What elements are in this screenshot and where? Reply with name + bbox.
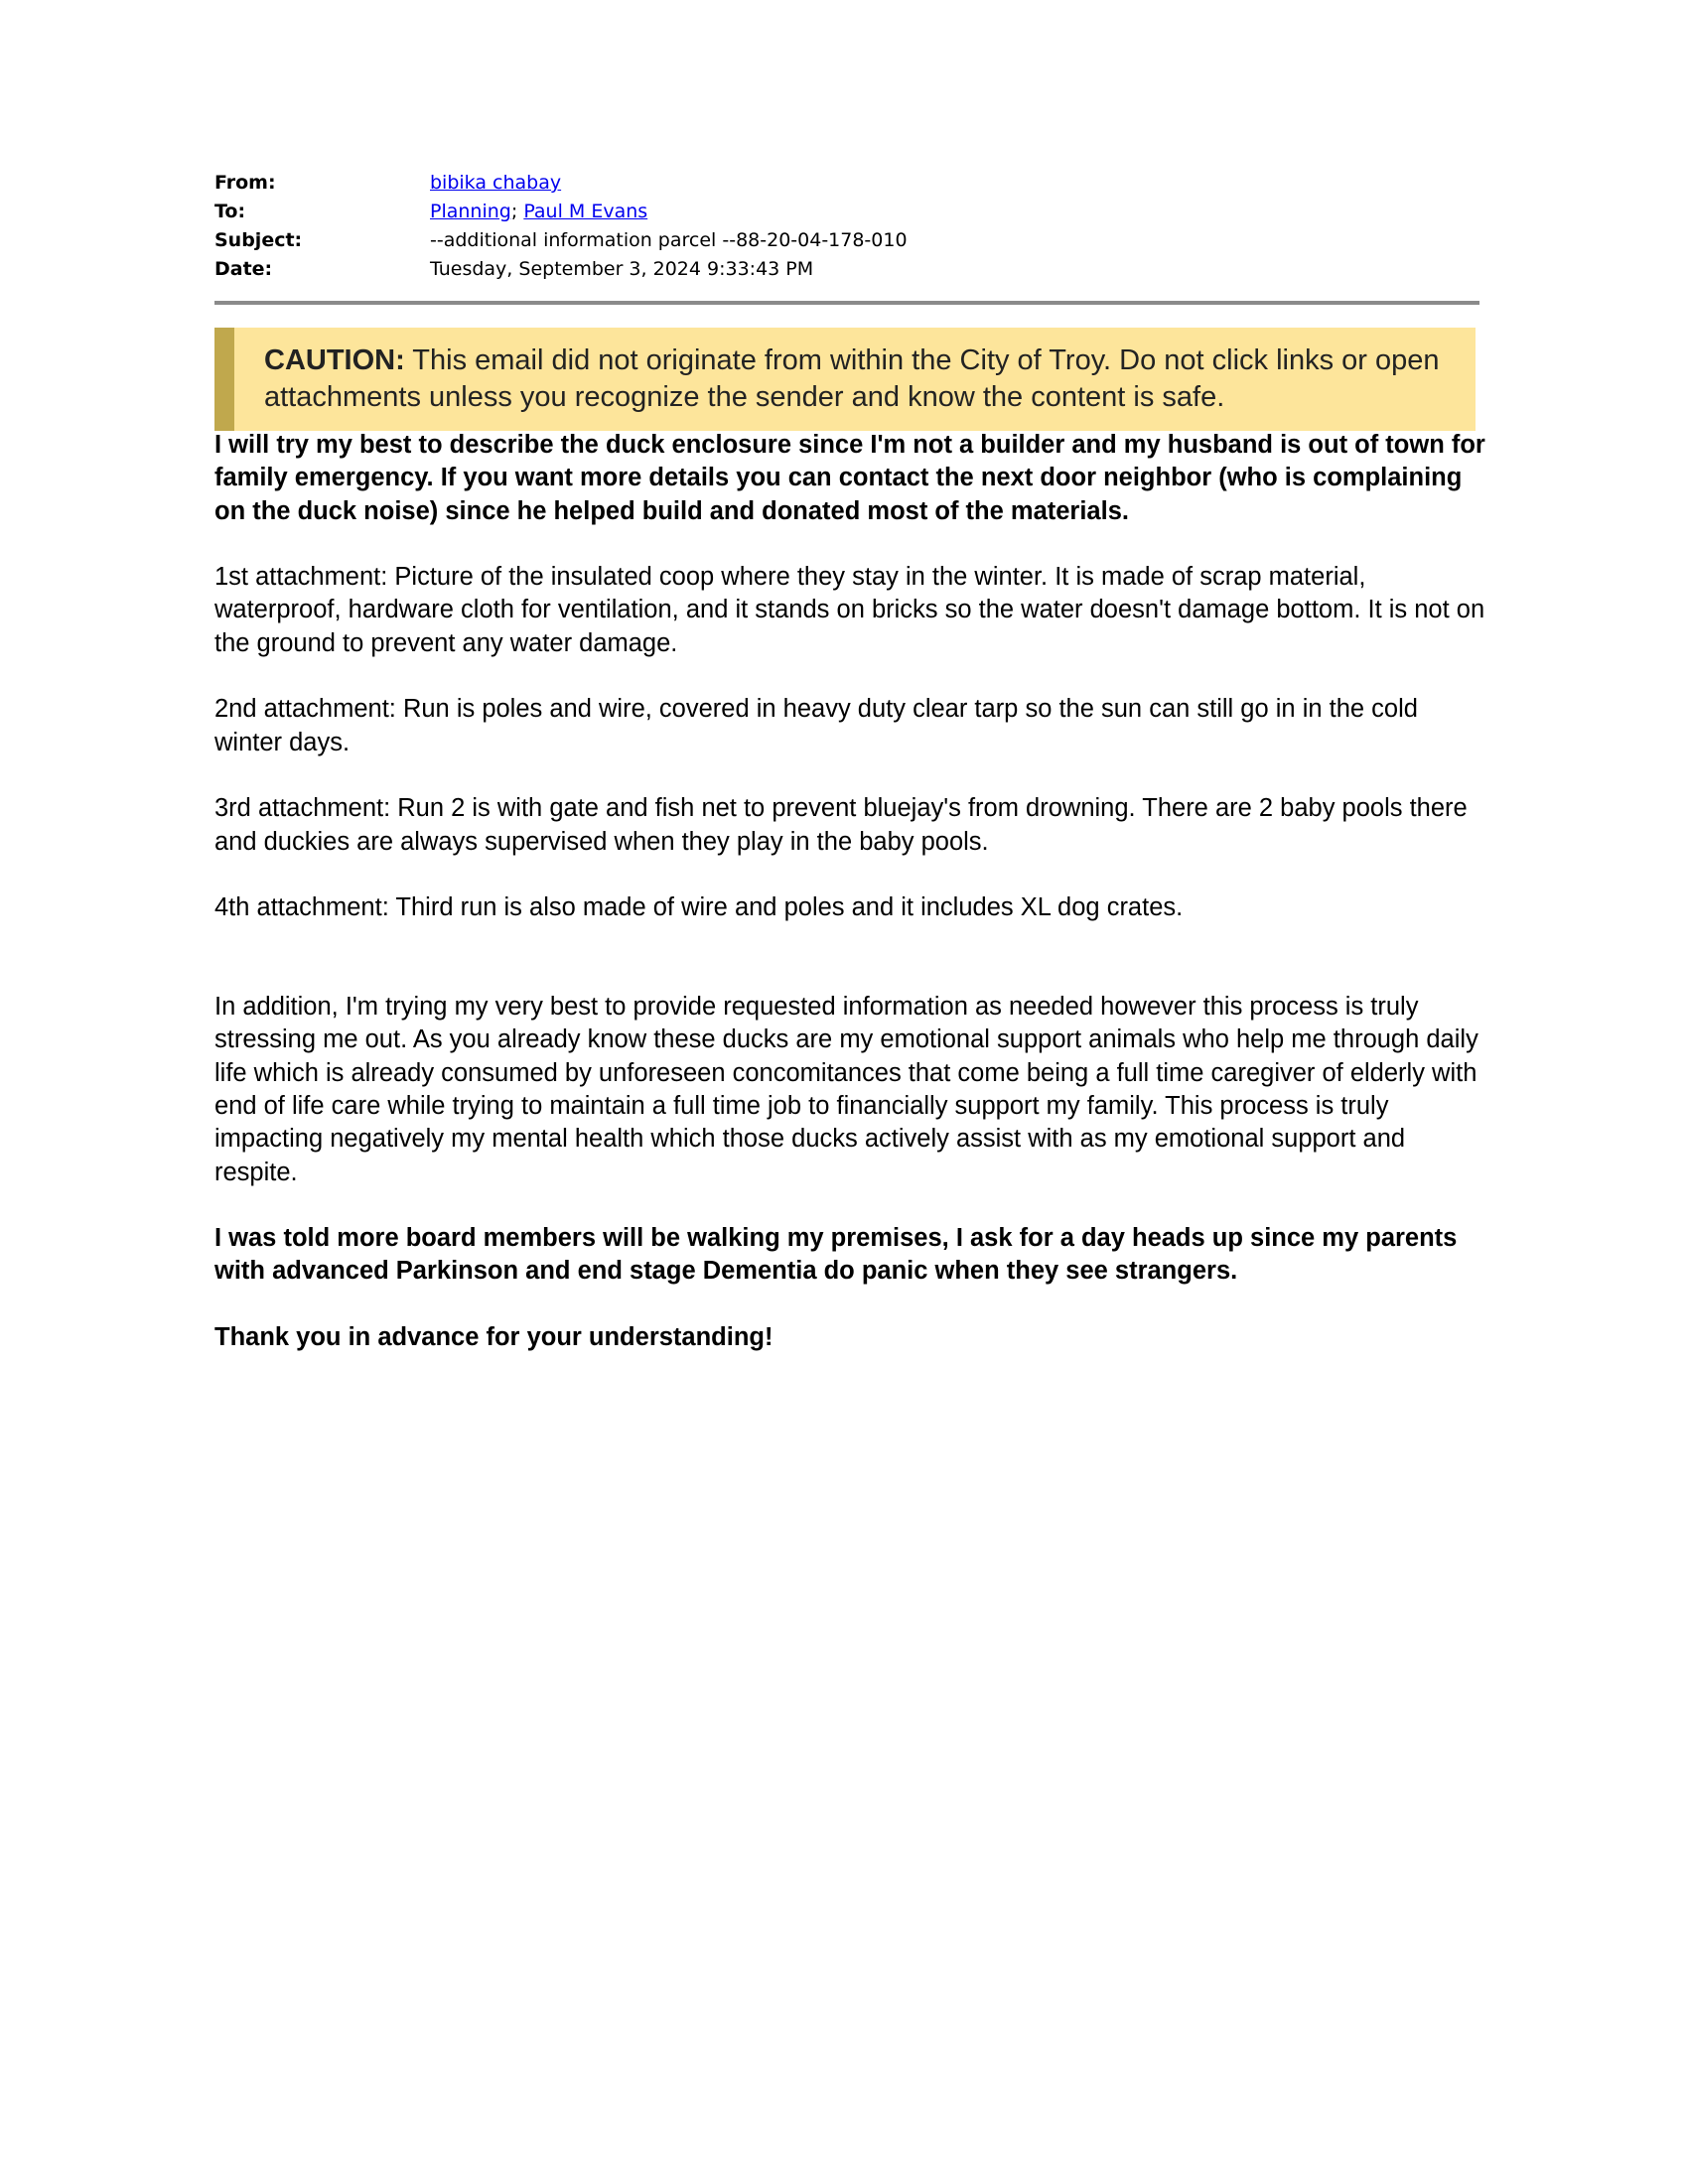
date-label: Date: (214, 258, 273, 280)
closing-paragraph: Thank you in advance for your understanding! (214, 1323, 774, 1352)
from-value (430, 169, 1476, 198)
header-divider (214, 301, 1479, 305)
sender-link[interactable]: bibika chabay (430, 172, 562, 194)
subject-row (214, 226, 1476, 255)
intro-paragraph: I will try my best to describe the duck enclosure since I'm not a builder and my husband is out of town for family emergency. If you want more details you can contact the next door neighbor (who is complaining on the duck noise) since he helped build and donated most of the materials. (214, 431, 1485, 525)
from-row (214, 169, 1476, 198)
subject-value: --additional information parcel --88-20-04-178-010 (430, 229, 908, 251)
addition-paragraph: In addition, I'm trying my very best to provide requested information as needed however this process is truly stressing me out. As you already know these ducks are my emotional support animals who help me through daily life which is already consumed by unforeseen concomitances that come being a full time caregiver of elderly with end of life care while trying to maintain a full time job to financially support my family. This process is truly impacting negatively my mental health which those ducks actively assist with as my emotional support and respite. (214, 993, 1478, 1186)
subject-label: Subject: (214, 229, 303, 251)
date-row (214, 255, 1476, 284)
to-row (214, 198, 1476, 226)
date-value: Tuesday, September 3, 2024 9:33:43 PM (430, 258, 814, 280)
caution-banner (214, 328, 1476, 431)
from-label: From: (214, 172, 276, 194)
caution-body: This email did not originate from within the City of Troy. Do not click links or open attachments unless you recognize the sender and know the content is safe. (264, 344, 1440, 413)
recipient-link-planning[interactable]: Planning (430, 201, 511, 222)
caution-label: CAUTION: (264, 344, 405, 376)
board-request-paragraph: I was told more board members will be walking my premises, I ask for a day heads up since my parents with advanced Parkinson and end stage Dementia do panic when they see strangers. (214, 1224, 1458, 1286)
email-header (214, 169, 1476, 284)
attachment-2-paragraph: 2nd attachment: Run is poles and wire, covered in heavy duty clear tarp so the sun can still go in in the cold winter days. (214, 695, 1418, 756)
email-body (214, 429, 1485, 1354)
attachment-4-paragraph: 4th attachment: Third run is also made of wire and poles and it includes XL dog crates. (214, 893, 1184, 922)
caution-accent-bar (214, 328, 234, 431)
caution-message (234, 328, 1476, 431)
to-value (430, 198, 1476, 226)
to-label: To: (214, 201, 246, 222)
attachment-1-paragraph: 1st attachment: Picture of the insulated coop where they stay in the winter. It is made of scrap material, waterproof, hardware cloth for ventilation, and it stands on bricks so the water doesn't damage bottom. It is not on the ground to prevent any water damage. (214, 563, 1485, 657)
attachment-3-paragraph: 3rd attachment: Run 2 is with gate and fish net to prevent bluejay's from drowning. There are 2 baby pools there and duckies are always supervised when they play in the baby pools. (214, 794, 1468, 856)
recipient-separator: ; (510, 201, 524, 222)
recipient-link-paul-evans[interactable]: Paul M Evans (523, 201, 648, 222)
